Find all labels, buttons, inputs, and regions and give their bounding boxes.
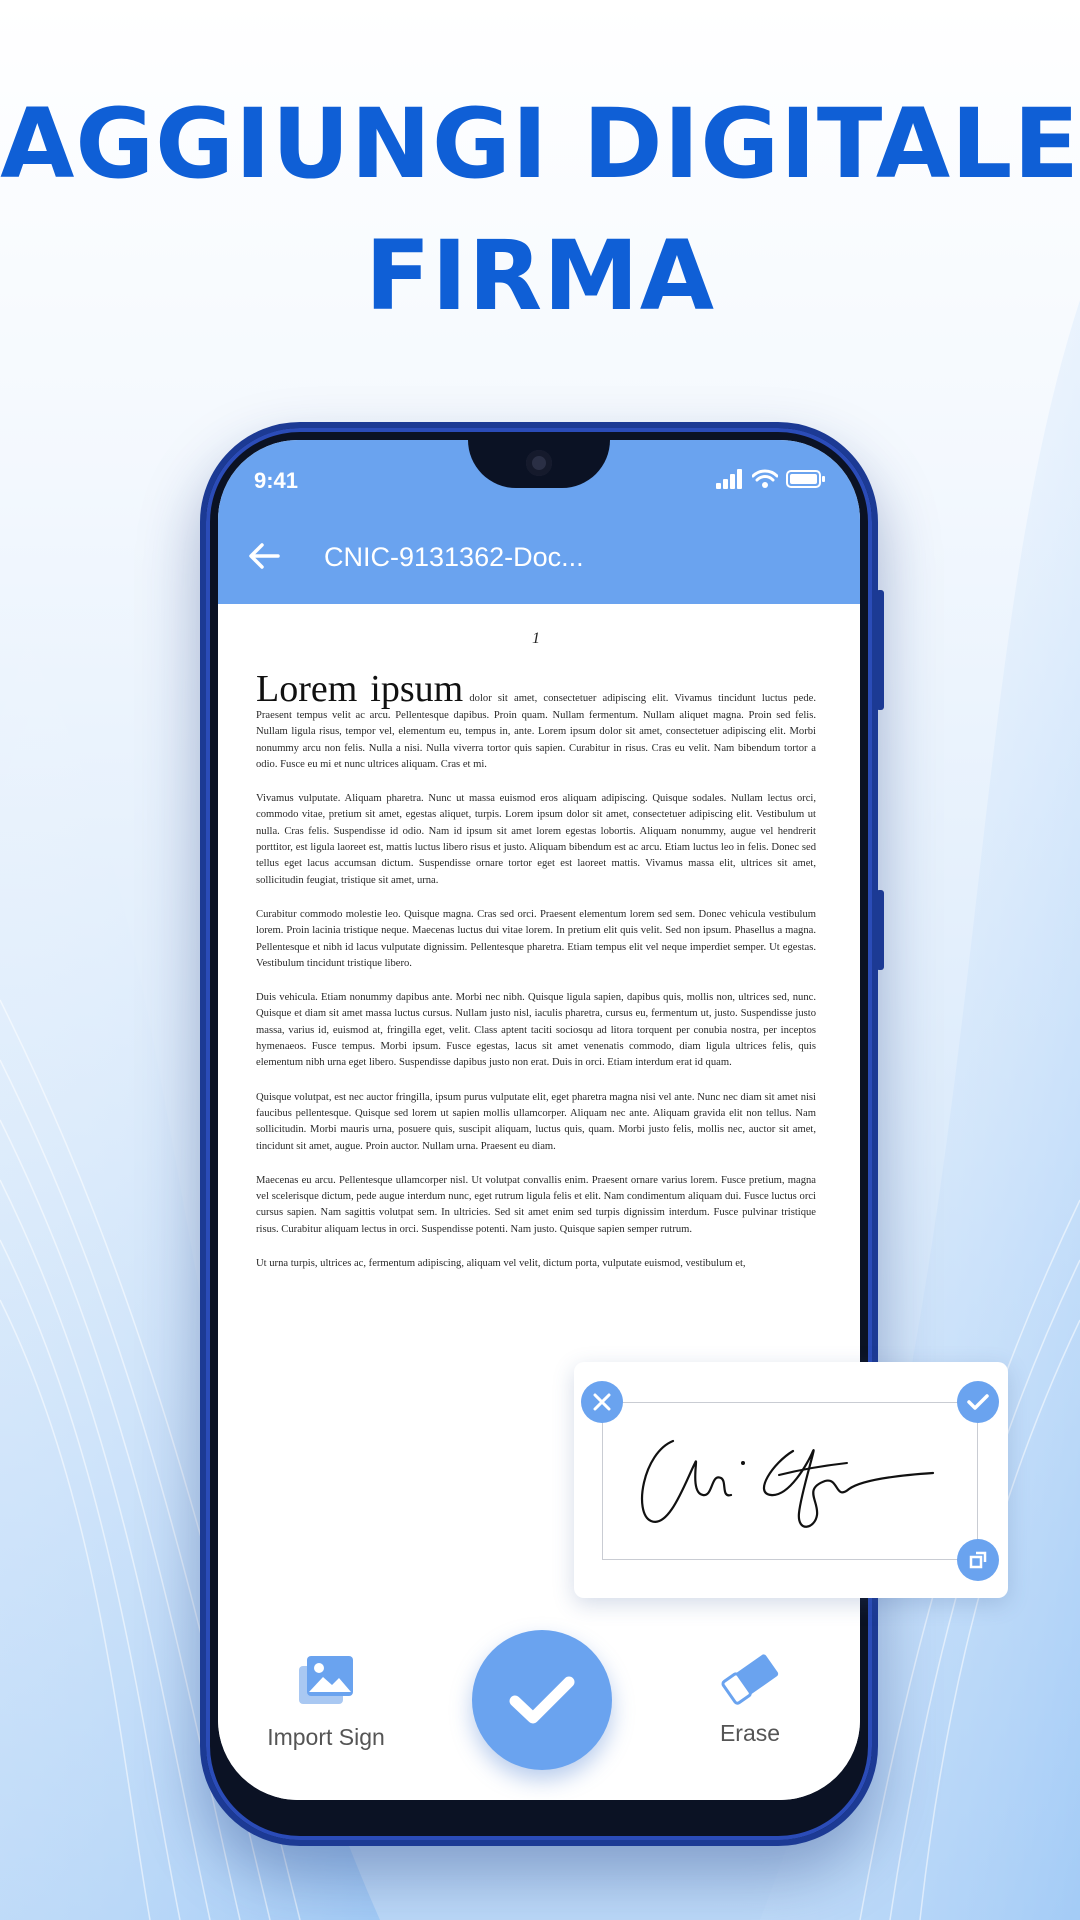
- eraser-icon: [718, 1650, 782, 1706]
- document-paragraph: Vivamus vulputate. Aliquam pharetra. Nunc ut massa euismod eros aliquam adipiscing. Quisque sodales. Nullam lectus orci, commodo vitae, pretium sit amet, egestas aliquet, turpis. Lorem ipsum dolor sit amet, consectetuer adipiscing elit. Vestibulum ut nulla. Cras felis. Suspendisse id odio. Nam id ipsum sit amet lorem egestas lobortis. Aliquam nonummy, augue vel hendrerit porttitor, est ligula laoreet est, mattis luctus libero risus et justo. Aliquam bibendum est ac arcu. Etiam luctus leo in felis. Donec sed tellus eget lacus accumsan dictum. Suspendisse ornare tortor eget est laoreet mattis. Vivamus massa elit, ultrices sit amet, sollicitudin feugiat, tristique sit amet, urna.: [256, 793, 816, 886]
- handwritten-signature: [603, 1403, 979, 1561]
- checkmark-icon: [507, 1672, 577, 1728]
- document-paragraph: Duis vehicula. Etiam nonummy dapibus ante. Morbi nec nibh. Quisque ligula sapien, dapibus quis, mollis non, ultrices sed, nunc. Quisque et diam sit amet massa luctus cursus. Nullam justo nisl, iaculis pharetra, cursus eu, fermentum ut, justo. Suspendisse justo massa, varius id, euismod at, fringilla eget, velit. Class aptent taciti sociosqu ad litora torquent per conubia nostra, per inceptos hymenaeos. Fusce tempus. Morbi ipsum. Fusce egestas, lacus sit amet venenatis commodo, diam ligula ultrices felis, quis elementum nibh urna eget libero. Suspendisse dapibus justo non erat. Duis in orci. Etiam interdum erat id quam.: [256, 992, 816, 1069]
- document-paragraph: Curabitur commodo molestie leo. Quisque magna. Cras sed orci. Praesent elementum lorem sed sem. Donec vehicula vestibulum lorem. Proin lacinia tristique neque. Maecenas luctus dui vitae lorem. In pretium elit quis velit. Sed non ipsum. Phasellus a magna. Pellentesque et nibh id lacus vulputate dignissim. Pellentesque pharetra. Etiam tempus elit vel neque imperdiet semper. Ut egestas. Vestibulum tincidunt tristique libero.: [256, 908, 816, 969]
- signal-icon: [716, 469, 744, 489]
- volume-button: [876, 890, 884, 970]
- import-sign-label: Import Sign: [267, 1724, 385, 1750]
- import-sign-button[interactable]: [256, 1652, 396, 1751]
- headline-line-2: FIRMA: [364, 220, 716, 332]
- document-heading: Lorem ipsum: [256, 668, 464, 710]
- document-title: CNIC-9131362-Doc...: [324, 542, 584, 572]
- image-stack-icon: [295, 1652, 357, 1710]
- signature-confirm-button[interactable]: [957, 1381, 999, 1423]
- arrow-left-icon[interactable]: [244, 536, 284, 576]
- document-paragraph: Maecenas eu arcu. Pellentesque ullamcorper nisl. Ut volutpat convallis enim. Praesent ornare varius lorem. Fusce pretium, magna vel scelerisque dictum, pede augue interdum nunc, eget rutrum ligula felis et elit. Nam condimentum aliquam dui. Fusce luctus orci cursus sapien. Nam sagittis volutpat sem. In ultricies. Sed sit amet enim sed turpis dignissim interdum. Fusce pulvinar tristique risus. Curabitur aliquam lectus in orci. Suspendisse potenti. Nam justo. Quisque sapien semper rutrum.: [256, 1174, 816, 1235]
- document-paragraph: Ut urna turpis, ultrices ac, fermentum adipiscing, aliquam vel velit, dictum porta, vulputate euismod, vestibulum et,: [256, 1258, 746, 1270]
- signature-card[interactable]: [574, 1362, 1008, 1598]
- erase-button[interactable]: [680, 1650, 820, 1747]
- document-paragraph: Quisque volutpat, est nec auctor fringilla, ipsum purus vulputate elit, eget pharetra magna nisi vel ante. Nunc nec diam sit amet nisi faucibus pellentesque. Quisque sed lorem ut sapien mollis ullamcorper. Aliquam nec ante. Aliquam gravida elit non tellus. Nam sollicitudin. Morbi mauris urna, posuere quis, suscipit aliquam, luctus quis, quam. Morbi justo felis, mollis nec, auctor sit amet, tincidunt sit amet, augue. Proin auctor. Nullam urna. Praesent eu diam.: [256, 1091, 816, 1152]
- signature-frame[interactable]: [602, 1402, 978, 1560]
- headline-line-1: AGGIUNGI DIGITALE: [0, 88, 1080, 200]
- document-paragraph: Lorem ipsum dolor sit amet, consectetuer adipiscing elit. Vivamus tincidunt luctus pede. Praesent tempus velit ac arcu. Pellentesque dapibus. Proin quam. Nullam fermentum. Nullam aliquet magna. Proin sed felis. Nullam ligula risus, tempor vel, elementum eu, tempus in, ante. Lorem ipsum dolor sit amet, consectetuer adipiscing elit. Morbi nonummy arcu non felis. Nulla a nisi. Nulla viverra tortor quis sapien. Curabitur in risus. Cras eu velit. Nam bibendum tortor a odio. Fusce eu mi et nunc ultrices aliquam. Cras et mi.: [256, 668, 816, 770]
- signature-close-button[interactable]: [581, 1381, 623, 1423]
- front-camera: [526, 450, 552, 476]
- page-number: 1: [532, 630, 540, 647]
- promo-headline: [0, 78, 1080, 342]
- close-icon: [592, 1392, 612, 1412]
- checkmark-icon: [967, 1393, 989, 1411]
- wifi-icon: [752, 469, 778, 489]
- erase-label: Erase: [719, 1720, 781, 1746]
- confirm-sign-button[interactable]: [472, 1630, 612, 1770]
- status-icons: [716, 468, 826, 490]
- signature-resize-handle[interactable]: [957, 1539, 999, 1581]
- resize-icon: [968, 1550, 988, 1570]
- battery-icon: [786, 469, 826, 489]
- power-button: [876, 590, 884, 710]
- status-time: 9:41: [254, 468, 299, 493]
